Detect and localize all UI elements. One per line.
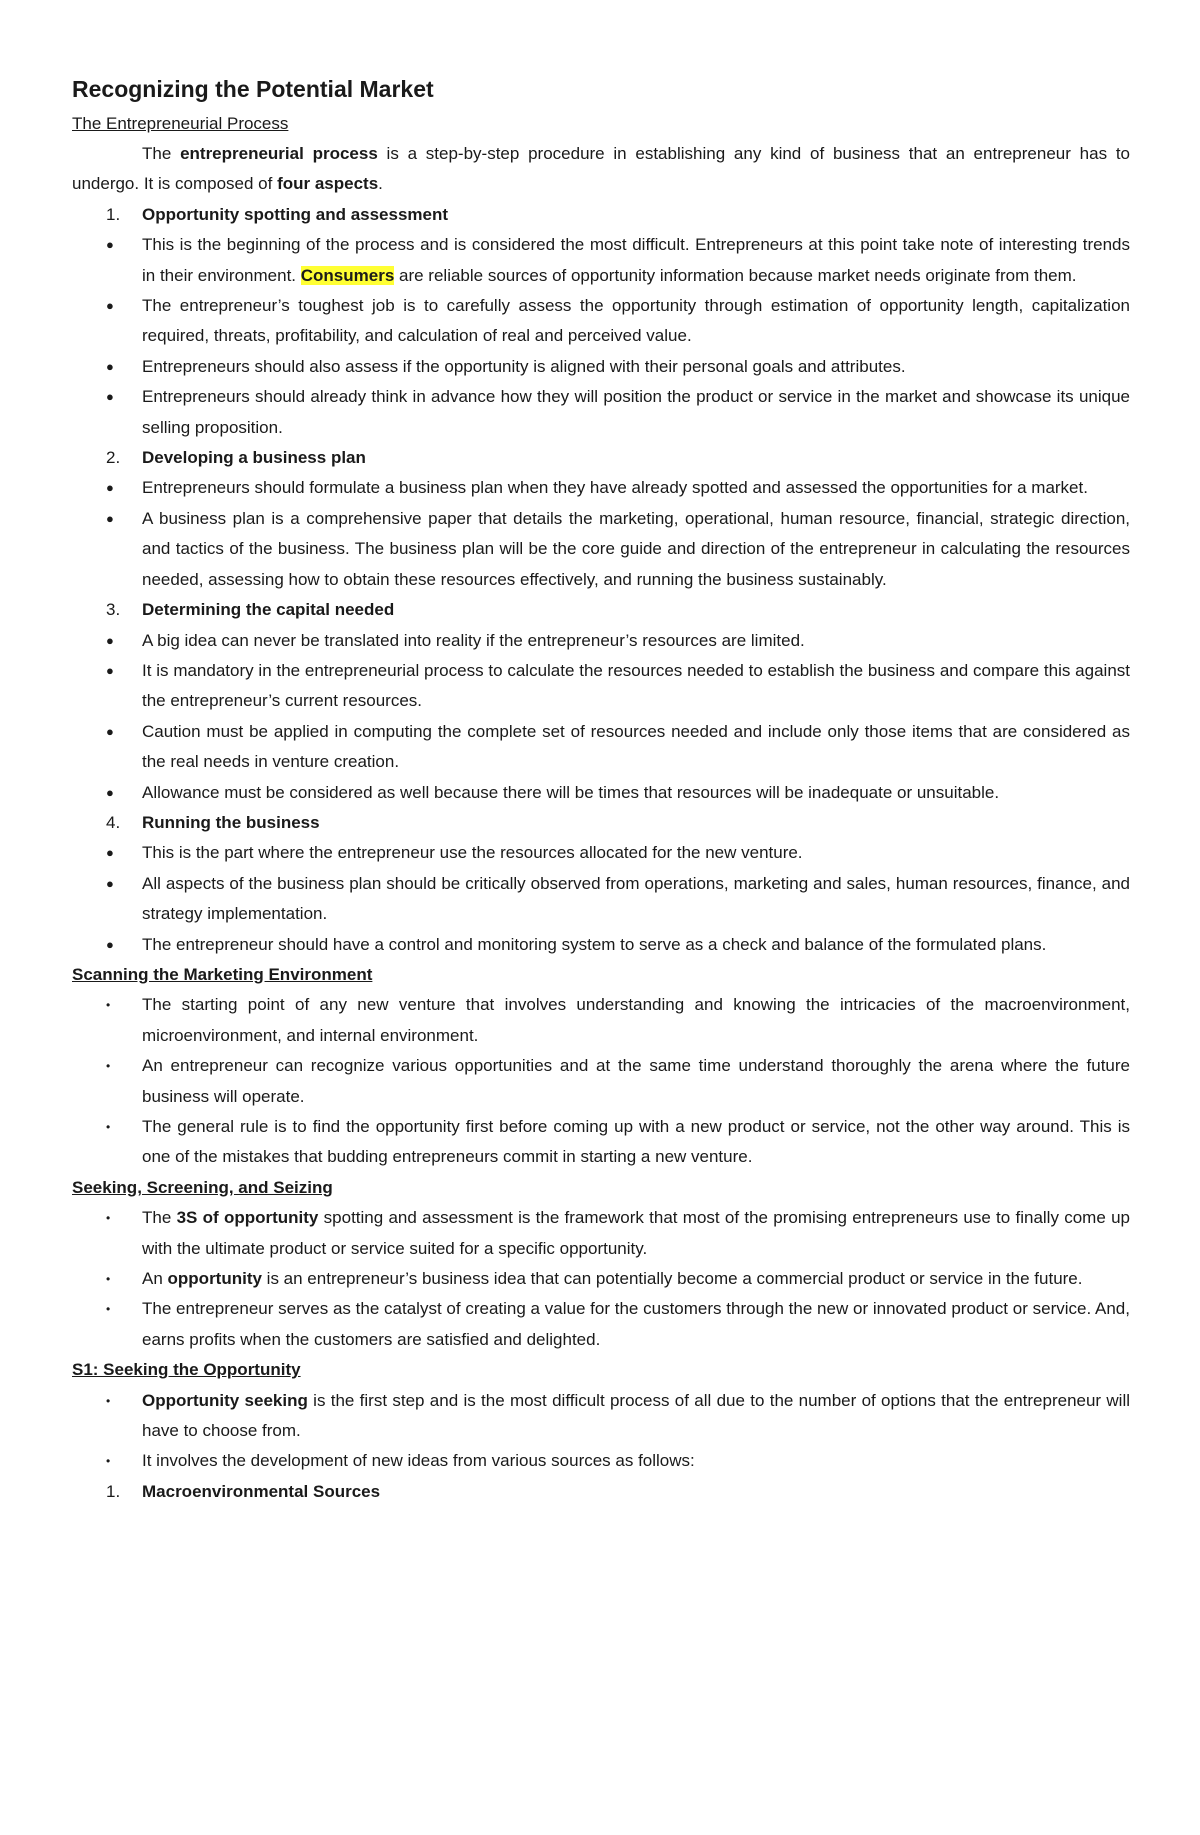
bullet-icon: •: [106, 1393, 111, 1408]
bullet-icon: •: [106, 1454, 111, 1469]
step-title: Running the business: [142, 812, 320, 832]
list-item: ● Entrepreneurs should also assess if the opportunity is aligned with their personal goals and attributes.: [142, 352, 1130, 382]
intro-paragraph: The entrepreneurial process is a step-by-step procedure in establishing any kind of business that an entrepreneur has to undergo. It is composed of four aspects.: [72, 144, 1130, 194]
section-heading-s1: S1: Seeking the Opportunity: [72, 1360, 301, 1380]
bullet-icon: •: [106, 1272, 111, 1287]
list-item: • An opportunity is an entrepreneur’s business idea that can potentially become a commercial product or service in the future.: [142, 1264, 1130, 1294]
step-number: 1.: [106, 204, 121, 224]
bullet-icon: ●: [106, 875, 114, 891]
list-item: ● The entrepreneur should have a control and monitoring system to serve as a check and balance of the formulated plans.: [142, 930, 1130, 960]
list-item: • Opportunity seeking is the first step and is the most difficult process of all due to the number of options that the entrepreneur will have to choose from.: [142, 1386, 1130, 1447]
list-item: ● It is mandatory in the entrepreneurial process to calculate the resources needed to establish the business and compare this against the entrepreneur’s current resources.: [142, 656, 1130, 717]
bullet-icon: ●: [106, 936, 114, 952]
step-number: 4.: [106, 812, 121, 832]
process-steps: [72, 200, 1130, 960]
bullet-icon: •: [106, 1302, 111, 1317]
bullet-icon: ●: [106, 662, 114, 678]
bullet-list: [106, 473, 1130, 595]
bullet-icon: •: [106, 998, 111, 1013]
bullet-icon: ●: [106, 632, 114, 648]
sub-step-item: [72, 1477, 1130, 1507]
bullet-icon: ●: [106, 510, 114, 526]
page-title: Recognizing the Potential Market: [72, 76, 434, 102]
list-item: • The starting point of any new venture that involves understanding and knowing the intricacies of the macroenvironment, microenvironment, and internal environment.: [142, 990, 1130, 1051]
bullet-icon: ●: [106, 389, 114, 405]
bullet-icon: ●: [106, 358, 114, 374]
bullet-icon: ●: [106, 480, 114, 496]
list-item: ● A business plan is a comprehensive paper that details the marketing, operational, human resource, financial, strategic direction, and tactics of the business. The business plan will be the core guide and direction of the entrepreneur in calculating the resources needed, assessing how to obtain these resources effectively, and running the business sustainably.: [142, 504, 1130, 595]
bullet-icon: ●: [106, 298, 114, 314]
list-item: ● Caution must be applied in computing the complete set of resources needed and include only those items that are considered as the real needs in venture creation.: [142, 717, 1130, 778]
bullet-icon: ●: [106, 237, 114, 253]
step-number: 2.: [106, 448, 121, 468]
section-heading-scanning: Scanning the Marketing Environment: [72, 964, 373, 984]
step-number: 1.: [106, 1481, 121, 1501]
bullet-icon: ●: [106, 845, 114, 861]
list-item: ● The entrepreneur’s toughest job is to carefully assess the opportunity through estimation of opportunity length, capitalization required, threats, profitability, and calculation of real and perceived value.: [142, 291, 1130, 352]
step-title: Developing a business plan: [142, 448, 366, 468]
list-item: • It involves the development of new ideas from various sources as follows:: [142, 1446, 1130, 1476]
list-item: ● This is the part where the entrepreneur use the resources allocated for the new venture.: [142, 838, 1130, 868]
bullet-icon: ●: [106, 784, 114, 800]
document-page: [72, 70, 1130, 1507]
step-title: Determining the capital needed: [142, 600, 395, 620]
step-item: [72, 595, 1130, 808]
bullet-icon: •: [106, 1211, 111, 1226]
step-number: 3.: [106, 600, 121, 620]
step-item: [72, 200, 1130, 443]
list-item: ● This is the beginning of the process and is considered the most difficult. Entrepreneurs at this point take note of interesting trends in their environment. Consumers are reliable sources of opportunity information because market needs originate from them.: [142, 230, 1130, 291]
list-item: • The entrepreneur serves as the catalyst of creating a value for the customers through the new or innovated product or service. And, earns profits when the customers are satisfied and delighted.: [142, 1294, 1130, 1355]
list-item: ● Entrepreneurs should formulate a business plan when they have already spotted and assessed the opportunities for a market.: [142, 473, 1130, 503]
bullet-list: [106, 230, 1130, 443]
bullet-icon: •: [106, 1059, 111, 1074]
bullet-list: [106, 626, 1130, 808]
bullet-list: [72, 990, 1130, 1172]
step-title: Opportunity spotting and assessment: [142, 204, 449, 224]
section-heading-seeking: Seeking, Screening, and Seizing: [72, 1177, 333, 1197]
list-item: • An entrepreneur can recognize various opportunities and at the same time understand thoroughly the arena where the future business will operate.: [142, 1051, 1130, 1112]
bullet-icon: ●: [106, 723, 114, 739]
bullet-list: [72, 1386, 1130, 1477]
list-item: • The general rule is to find the opportunity first before coming up with a new product or service, not the other way around. This is one of the mistakes that budding entrepreneurs commit in starting a new venture.: [142, 1112, 1130, 1173]
bullet-list: [72, 1203, 1130, 1355]
bullet-list: [106, 838, 1130, 960]
subtitle: The Entrepreneurial Process: [72, 114, 289, 133]
list-item: ● Allowance must be considered as well because there will be times that resources will be inadequate or unsuitable.: [142, 778, 1130, 808]
list-item: ● All aspects of the business plan should be critically observed from operations, marketing and sales, human resources, finance, and strategy implementation.: [142, 869, 1130, 930]
highlighted-term: Consumers: [300, 265, 395, 285]
list-item: ● Entrepreneurs should already think in advance how they will position the product or service in the market and showcase its unique selling proposition.: [142, 382, 1130, 443]
step-item: [72, 808, 1130, 960]
bullet-icon: •: [106, 1120, 111, 1134]
list-item: • The 3S of opportunity spotting and assessment is the framework that most of the promising entrepreneurs use to finally come up with the ultimate product or service suited for a specific opportunity.: [142, 1203, 1130, 1264]
step-item: [72, 443, 1130, 595]
list-item: ● A big idea can never be translated into reality if the entrepreneur’s resources are limited.: [142, 626, 1130, 656]
step-title: Macroenvironmental Sources: [142, 1481, 381, 1501]
